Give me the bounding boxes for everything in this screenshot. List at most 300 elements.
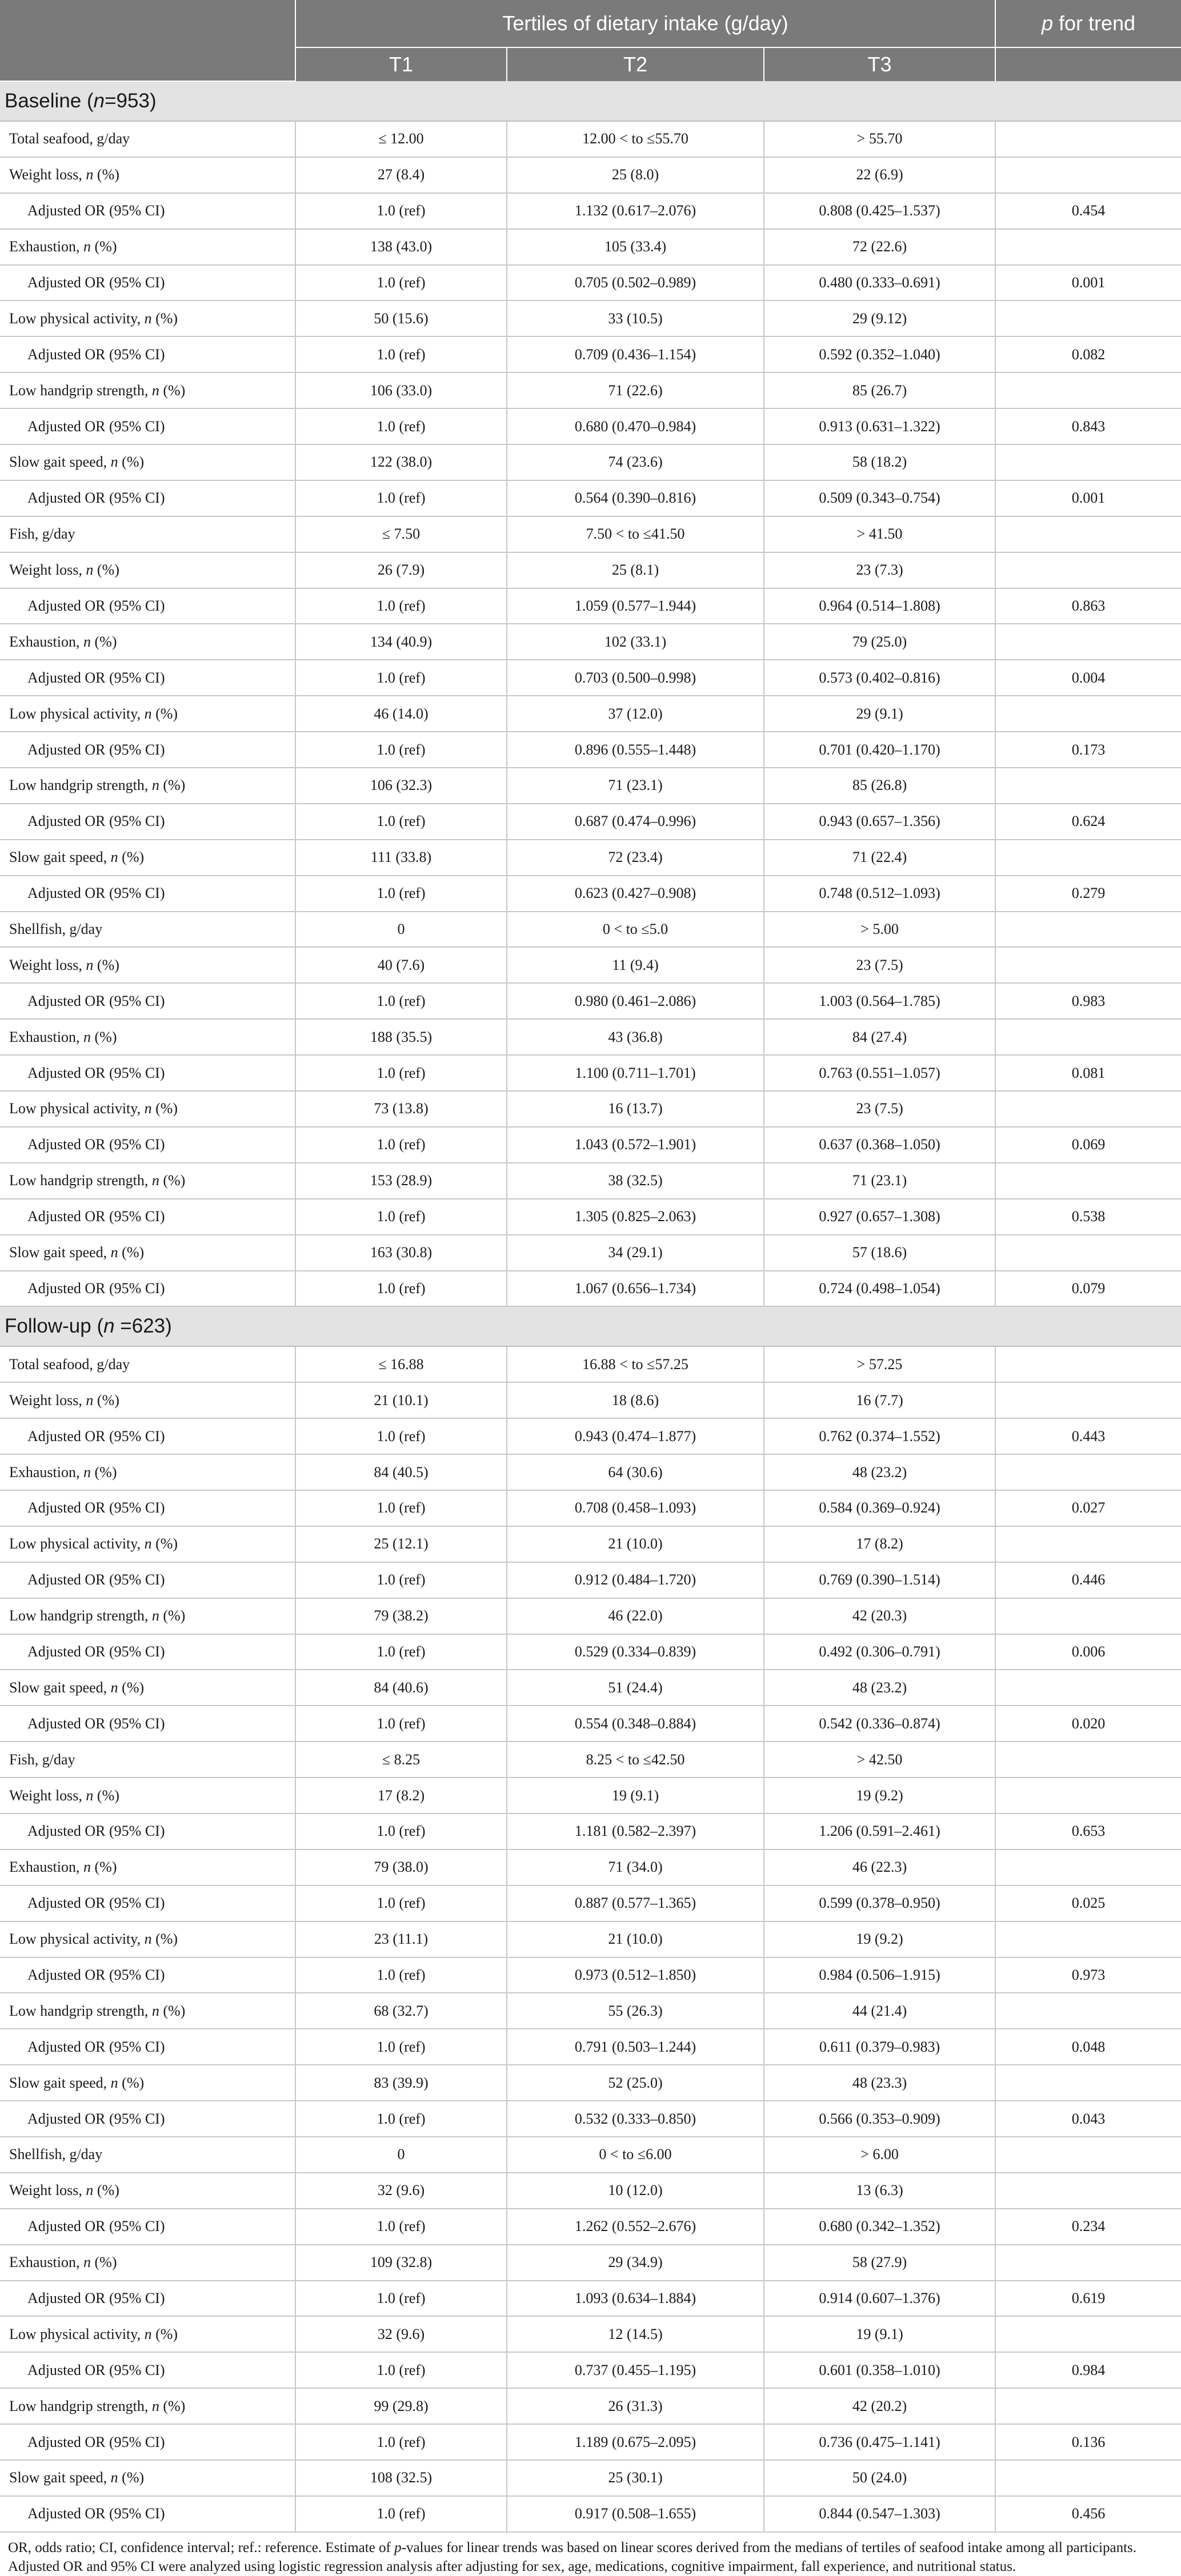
cell-t2: 0.680 (0.470–0.984) <box>507 408 764 444</box>
row-label-suffix: (%) <box>93 956 119 973</box>
cell-t3: 0.762 (0.374–1.552) <box>764 1418 995 1454</box>
row-label <box>0 1777 295 1813</box>
cell-p <box>995 1019 1181 1055</box>
cell-t2: 1.100 (0.711–1.701) <box>507 1055 764 1091</box>
row-label <box>0 1490 295 1526</box>
row-label <box>0 1849 295 1885</box>
cell-p <box>995 2316 1181 2352</box>
row-label-text: Adjusted OR (95% CI) <box>27 1966 165 1983</box>
row-label <box>0 121 295 157</box>
cell-p <box>995 1670 1181 1706</box>
section-title-title-n: n <box>93 90 105 112</box>
row-label-text: Adjusted OR (95% CI) <box>27 1427 165 1445</box>
cell-t2: 0.980 (0.461–2.086) <box>507 983 764 1019</box>
row-label-text: Adjusted OR (95% CI) <box>27 1571 165 1588</box>
cell-p <box>995 1163 1181 1199</box>
cell-t2: 0.887 (0.577–1.365) <box>507 1885 764 1921</box>
cell-p: 0.443 <box>995 1418 1181 1454</box>
cell-p: 0.006 <box>995 1634 1181 1670</box>
cell-t3: 0.984 (0.506–1.915) <box>764 1957 995 1993</box>
row-label <box>0 193 295 229</box>
row-label-text: Adjusted OR (95% CI) <box>27 346 165 363</box>
table-row <box>0 768 1181 804</box>
row-label <box>0 336 295 372</box>
row-label-suffix: (%) <box>91 1859 117 1876</box>
cell-t3: 0.913 (0.631–1.322) <box>764 408 995 444</box>
row-label-text: Adjusted OR (95% CI) <box>27 1499 165 1516</box>
row-label-text: Adjusted OR (95% CI) <box>27 992 165 1009</box>
cell-t3: 42 (20.3) <box>764 1598 995 1634</box>
row-label-suffix: (%) <box>93 561 119 579</box>
cell-p <box>995 1346 1181 1382</box>
row-label-n: n <box>151 382 159 399</box>
row-label-n: n <box>86 956 94 973</box>
cell-t3: 0.637 (0.368–1.050) <box>764 1127 995 1163</box>
row-label <box>0 1454 295 1490</box>
row-label-text: Low handgrip strength, <box>9 1607 152 1624</box>
cell-t1: 106 (32.3) <box>295 768 507 804</box>
row-label-n: n <box>151 777 159 794</box>
cell-t3: 50 (24.0) <box>764 2460 995 2496</box>
row-label-text: Slow gait speed, <box>9 1244 111 1261</box>
row-label-n: n <box>151 2397 159 2414</box>
table-row <box>0 660 1181 696</box>
cell-t3: 0.748 (0.512–1.093) <box>764 876 995 912</box>
table-row <box>0 229 1181 265</box>
cell-p <box>995 947 1181 983</box>
row-label <box>0 1418 295 1454</box>
row-label-suffix: (%) <box>118 1244 145 1261</box>
cell-t1: ≤ 7.50 <box>295 516 507 552</box>
row-label-text: Exhaustion, <box>9 1463 83 1480</box>
row-label-suffix: (%) <box>118 2074 145 2091</box>
row-label <box>0 2424 295 2460</box>
row-label-n: n <box>86 2182 94 2199</box>
row-label-suffix: (%) <box>151 705 178 722</box>
table-header <box>0 0 1181 81</box>
cell-t3: 0.763 (0.551–1.057) <box>764 1055 995 1091</box>
row-label-text: Adjusted OR (95% CI) <box>27 2110 165 2127</box>
cell-p: 0.983 <box>995 983 1181 1019</box>
row-label-n: n <box>83 1463 91 1480</box>
cell-t3: 23 (7.5) <box>764 947 995 983</box>
cell-t3: 71 (23.1) <box>764 1163 995 1199</box>
row-label-text: Adjusted OR (95% CI) <box>27 669 165 686</box>
cell-p <box>995 1235 1181 1271</box>
cell-t1: 32 (9.6) <box>295 2316 507 2352</box>
cell-t1: 25 (12.1) <box>295 1526 507 1562</box>
row-label <box>0 1235 295 1271</box>
table-row <box>0 1634 1181 1670</box>
table-row <box>0 912 1181 948</box>
table-row <box>0 1490 1181 1526</box>
table-row <box>0 1454 1181 1490</box>
cell-t3: 85 (26.8) <box>764 768 995 804</box>
cell-p <box>995 1849 1181 1885</box>
row-label <box>0 1091 295 1127</box>
row-label-n: n <box>110 2074 118 2091</box>
row-label <box>0 2137 295 2173</box>
cell-t2: 11 (9.4) <box>507 947 764 983</box>
cell-p <box>995 1598 1181 1634</box>
row-label-text: Low physical activity, <box>9 705 145 722</box>
table-row <box>0 121 1181 157</box>
cell-p <box>995 2137 1181 2173</box>
cell-t1: 1.0 (ref) <box>295 804 507 840</box>
cell-t3: > 41.50 <box>764 516 995 552</box>
cell-p: 0.843 <box>995 408 1181 444</box>
table-row <box>0 336 1181 372</box>
table-row <box>0 300 1181 336</box>
row-label-n: n <box>151 2002 159 2019</box>
row-label <box>0 1885 295 1921</box>
cell-t2: 0.703 (0.500–0.998) <box>507 660 764 696</box>
table-row <box>0 983 1181 1019</box>
cell-t1: 1.0 (ref) <box>295 1706 507 1742</box>
table-row <box>0 2245 1181 2281</box>
cell-t2: 0.554 (0.348–0.884) <box>507 1706 764 1742</box>
table-row <box>0 2460 1181 2496</box>
row-label-text: Adjusted OR (95% CI) <box>27 489 165 507</box>
cell-t2: 1.132 (0.617–2.076) <box>507 193 764 229</box>
row-label-text: Low handgrip strength, <box>9 1172 152 1189</box>
cell-p: 0.653 <box>995 1813 1181 1849</box>
cell-t1: 40 (7.6) <box>295 947 507 983</box>
cell-t2: 1.305 (0.825–2.063) <box>507 1199 764 1235</box>
cell-t2: 1.181 (0.582–2.397) <box>507 1813 764 1849</box>
row-label-text: Slow gait speed, <box>9 1679 111 1696</box>
row-label-text: Adjusted OR (95% CI) <box>27 1208 165 1225</box>
row-label <box>0 372 295 408</box>
cell-t1: 106 (33.0) <box>295 372 507 408</box>
cell-t2: 1.189 (0.675–2.095) <box>507 2424 764 2460</box>
table-row <box>0 1885 1181 1921</box>
cell-t2: 0.623 (0.427–0.908) <box>507 876 764 912</box>
row-label-text: Adjusted OR (95% CI) <box>27 813 165 830</box>
cell-t1: 1.0 (ref) <box>295 588 507 624</box>
cell-t2: 51 (24.4) <box>507 1670 764 1706</box>
table-row <box>0 1346 1181 1382</box>
cell-t1: 1.0 (ref) <box>295 193 507 229</box>
row-label-text: Adjusted OR (95% CI) <box>27 1895 165 1912</box>
cell-t1: 188 (35.5) <box>295 1019 507 1055</box>
cell-t2: 0.912 (0.484–1.720) <box>507 1562 764 1598</box>
cell-p: 0.446 <box>995 1562 1181 1598</box>
table-row <box>0 804 1181 840</box>
cell-t3: 19 (9.2) <box>764 1921 995 1957</box>
cell-p: 0.069 <box>995 1127 1181 1163</box>
table-row <box>0 408 1181 444</box>
cell-p: 0.619 <box>995 2281 1181 2317</box>
cell-t2: 7.50 < to ≤41.50 <box>507 516 764 552</box>
cell-t2: 0.529 (0.334–0.839) <box>507 1634 764 1670</box>
cell-t2: 46 (22.0) <box>507 1598 764 1634</box>
table-row <box>0 840 1181 876</box>
row-label-suffix: (%) <box>93 2182 119 2199</box>
cell-p <box>995 912 1181 948</box>
row-label <box>0 2316 295 2352</box>
table-row <box>0 696 1181 732</box>
cell-p: 0.081 <box>995 1055 1181 1091</box>
table-row <box>0 372 1181 408</box>
cell-p <box>995 2245 1181 2281</box>
row-label-suffix: (%) <box>91 1028 117 1045</box>
header-empty-cell <box>0 0 295 81</box>
row-label-text: Adjusted OR (95% CI) <box>27 885 165 902</box>
section-title <box>0 81 1181 121</box>
row-label-text: Low physical activity, <box>9 2325 145 2342</box>
table-row <box>0 1921 1181 1957</box>
row-label-n: n <box>110 454 118 471</box>
row-label <box>0 516 295 552</box>
cell-t3: 0.927 (0.657–1.308) <box>764 1199 995 1235</box>
table-row <box>0 2029 1181 2065</box>
table-row <box>0 2101 1181 2137</box>
section-title-title-prefix: Baseline ( <box>5 90 94 112</box>
row-label <box>0 840 295 876</box>
row-label-suffix: (%) <box>159 777 186 794</box>
cell-t2: 0.973 (0.512–1.850) <box>507 1957 764 1993</box>
row-label-n: n <box>83 2254 91 2271</box>
cell-t2: 0.687 (0.474–0.996) <box>507 804 764 840</box>
header-p-trend <box>995 0 1181 47</box>
row-label <box>0 229 295 265</box>
cell-t3: 44 (21.4) <box>764 1993 995 2029</box>
row-label <box>0 1382 295 1418</box>
table-row <box>0 1382 1181 1418</box>
cell-t3: 19 (9.1) <box>764 2316 995 2352</box>
row-label-n: n <box>110 1679 118 1696</box>
table-row <box>0 2316 1181 2352</box>
table-row <box>0 1777 1181 1813</box>
cell-p <box>995 372 1181 408</box>
row-label <box>0 660 295 696</box>
table-row <box>0 1019 1181 1055</box>
cell-p <box>995 696 1181 732</box>
row-label <box>0 768 295 804</box>
row-label <box>0 552 295 588</box>
row-label <box>0 624 295 660</box>
cell-t1: 1.0 (ref) <box>295 1127 507 1163</box>
row-label-suffix: (%) <box>159 382 186 399</box>
cell-p <box>995 1993 1181 2029</box>
cell-t1: 1.0 (ref) <box>295 480 507 516</box>
table-row <box>0 1849 1181 1885</box>
cell-t1: 1.0 (ref) <box>295 265 507 301</box>
cell-t1: 1.0 (ref) <box>295 2101 507 2137</box>
row-label-n: n <box>144 1931 152 1948</box>
row-label <box>0 1670 295 1706</box>
cell-t1: 1.0 (ref) <box>295 1957 507 1993</box>
cell-t2: 34 (29.1) <box>507 1235 764 1271</box>
table-body <box>0 81 1181 2532</box>
row-label-suffix: (%) <box>118 454 145 471</box>
table-row <box>0 1706 1181 1742</box>
cell-p <box>995 1454 1181 1490</box>
row-label <box>0 1634 295 1670</box>
row-label-text: Slow gait speed, <box>9 2469 111 2486</box>
row-label-text: Weight loss, <box>9 166 86 183</box>
row-label <box>0 983 295 1019</box>
cell-t3: 84 (27.4) <box>764 1019 995 1055</box>
cell-t3: 0.601 (0.358–1.010) <box>764 2352 995 2388</box>
cell-t3: 22 (6.9) <box>764 157 995 193</box>
row-label-text: Exhaustion, <box>9 1028 83 1045</box>
cell-t1: 108 (32.5) <box>295 2460 507 2496</box>
cell-t3: 0.592 (0.352–1.040) <box>764 336 995 372</box>
cell-t2: 12.00 < to ≤55.70 <box>507 121 764 157</box>
row-label-text: Low handgrip strength, <box>9 777 152 794</box>
cell-t2: 0.709 (0.436–1.154) <box>507 336 764 372</box>
table-row <box>0 1055 1181 1091</box>
section-title-title-suffix: =623) <box>114 1315 172 1338</box>
row-label <box>0 1199 295 1235</box>
row-label <box>0 1813 295 1849</box>
cell-t3: 0.914 (0.607–1.376) <box>764 2281 995 2317</box>
cell-t3: 0.701 (0.420–1.170) <box>764 732 995 768</box>
row-label-n: n <box>110 1244 118 1261</box>
row-label-n: n <box>144 2325 152 2342</box>
header-t1: T1 <box>295 47 507 81</box>
row-label <box>0 1742 295 1777</box>
cell-p: 0.004 <box>995 660 1181 696</box>
row-label <box>0 804 295 840</box>
section-title-title-prefix: Follow-up ( <box>5 1315 104 1338</box>
cell-t2: 64 (30.6) <box>507 1454 764 1490</box>
cell-t3: 42 (20.2) <box>764 2388 995 2424</box>
cell-t1: 1.0 (ref) <box>295 660 507 696</box>
row-label-text: Total seafood, g/day <box>9 130 130 147</box>
row-label-suffix: (%) <box>151 310 178 327</box>
table-row <box>0 1199 1181 1235</box>
row-label-n: n <box>83 1859 91 1876</box>
cell-p: 0.973 <box>995 1957 1181 1993</box>
row-label-text: Weight loss, <box>9 1391 86 1409</box>
cell-p: 0.025 <box>995 1885 1181 1921</box>
cell-t1: 26 (7.9) <box>295 552 507 588</box>
row-label <box>0 696 295 732</box>
table-row <box>0 1993 1181 2029</box>
cell-t3: 0.680 (0.342–1.352) <box>764 2209 995 2245</box>
row-label <box>0 2245 295 2281</box>
cell-t1: 122 (38.0) <box>295 444 507 480</box>
cell-t1: 1.0 (ref) <box>295 1490 507 1526</box>
cell-t3: 72 (22.6) <box>764 229 995 265</box>
cell-t3: 0.769 (0.390–1.514) <box>764 1562 995 1598</box>
section-title-title-suffix: =953) <box>105 90 157 112</box>
row-label <box>0 1526 295 1562</box>
cell-p: 0.456 <box>995 2496 1181 2532</box>
cell-t1: 1.0 (ref) <box>295 876 507 912</box>
row-label-n: n <box>86 1787 94 1804</box>
row-label <box>0 1598 295 1634</box>
cell-t1: 1.0 (ref) <box>295 1885 507 1921</box>
table-row <box>0 265 1181 301</box>
cell-p: 0.020 <box>995 1706 1181 1742</box>
table-row <box>0 1127 1181 1163</box>
cell-t1: 1.0 (ref) <box>295 1634 507 1670</box>
row-label-text: Low handgrip strength, <box>9 2002 152 2019</box>
cell-t1: 84 (40.5) <box>295 1454 507 1490</box>
row-label-text: Adjusted OR (95% CI) <box>27 1279 165 1297</box>
cell-t3: > 5.00 <box>764 912 995 948</box>
cell-p: 0.624 <box>995 804 1181 840</box>
footnote-part1: OR, odds ratio; CI, confidence interval; ref.: reference. Estimate of <box>8 2539 395 2555</box>
cell-t2: 0.896 (0.555–1.448) <box>507 732 764 768</box>
cell-t1: 1.0 (ref) <box>295 1199 507 1235</box>
cell-t2: 0 < to ≤5.0 <box>507 912 764 948</box>
row-label <box>0 2460 295 2496</box>
cell-p: 0.079 <box>995 1271 1181 1307</box>
row-label-text: Slow gait speed, <box>9 454 111 471</box>
table-row <box>0 2209 1181 2245</box>
row-label <box>0 2101 295 2137</box>
cell-p <box>995 1526 1181 1562</box>
cell-t3: 23 (7.5) <box>764 1091 995 1127</box>
row-label-text: Adjusted OR (95% CI) <box>27 202 165 219</box>
row-label-text: Exhaustion, <box>9 1859 83 1876</box>
cell-t1: 79 (38.2) <box>295 1598 507 1634</box>
cell-t3: 0.584 (0.369–0.924) <box>764 1490 995 1526</box>
table-row <box>0 588 1181 624</box>
row-label-text: Adjusted OR (95% CI) <box>27 597 165 615</box>
row-label <box>0 732 295 768</box>
cell-t3: 0.492 (0.306–0.791) <box>764 1634 995 1670</box>
cell-t2: 0.708 (0.458–1.093) <box>507 1490 764 1526</box>
table-row <box>0 1562 1181 1598</box>
row-label <box>0 588 295 624</box>
table-row <box>0 2352 1181 2388</box>
cell-t1: 111 (33.8) <box>295 840 507 876</box>
cell-t2: 55 (26.3) <box>507 1993 764 2029</box>
row-label-n: n <box>86 1391 94 1409</box>
cell-t3: 0.724 (0.498–1.054) <box>764 1271 995 1307</box>
cell-t2: 16.88 < to ≤57.25 <box>507 1346 764 1382</box>
cell-t1: 0 <box>295 2137 507 2173</box>
table-row <box>0 947 1181 983</box>
row-label-text: Adjusted OR (95% CI) <box>27 2361 165 2378</box>
cell-t2: 25 (8.1) <box>507 552 764 588</box>
cell-t3: 16 (7.7) <box>764 1382 995 1418</box>
cell-t1: 1.0 (ref) <box>295 2281 507 2317</box>
cell-p: 0.234 <box>995 2209 1181 2245</box>
cell-p: 0.538 <box>995 1199 1181 1235</box>
cell-t2: 25 (30.1) <box>507 2460 764 2496</box>
cell-t1: 153 (28.9) <box>295 1163 507 1199</box>
row-label <box>0 300 295 336</box>
header-group-title: Tertiles of dietary intake (g/day) <box>295 0 995 47</box>
row-label-suffix: (%) <box>91 2254 117 2271</box>
row-label <box>0 2209 295 2245</box>
row-label-suffix: (%) <box>93 1391 119 1409</box>
row-label-text: Adjusted OR (95% CI) <box>27 1823 165 1840</box>
cell-t2: 105 (33.4) <box>507 229 764 265</box>
cell-t3: 0.566 (0.353–0.909) <box>764 2101 995 2137</box>
row-label <box>0 1957 295 1993</box>
row-label-n: n <box>151 1607 159 1624</box>
table-row <box>0 1418 1181 1454</box>
row-label <box>0 1346 295 1382</box>
cell-p: 0.863 <box>995 588 1181 624</box>
row-label-text: Adjusted OR (95% CI) <box>27 2038 165 2055</box>
cell-p <box>995 840 1181 876</box>
table-row <box>0 1957 1181 1993</box>
row-label-suffix: (%) <box>91 238 117 255</box>
row-label-n: n <box>110 2469 118 2486</box>
cell-p <box>995 1091 1181 1127</box>
cell-t2: 1.093 (0.634–1.884) <box>507 2281 764 2317</box>
row-label-n: n <box>144 310 152 327</box>
